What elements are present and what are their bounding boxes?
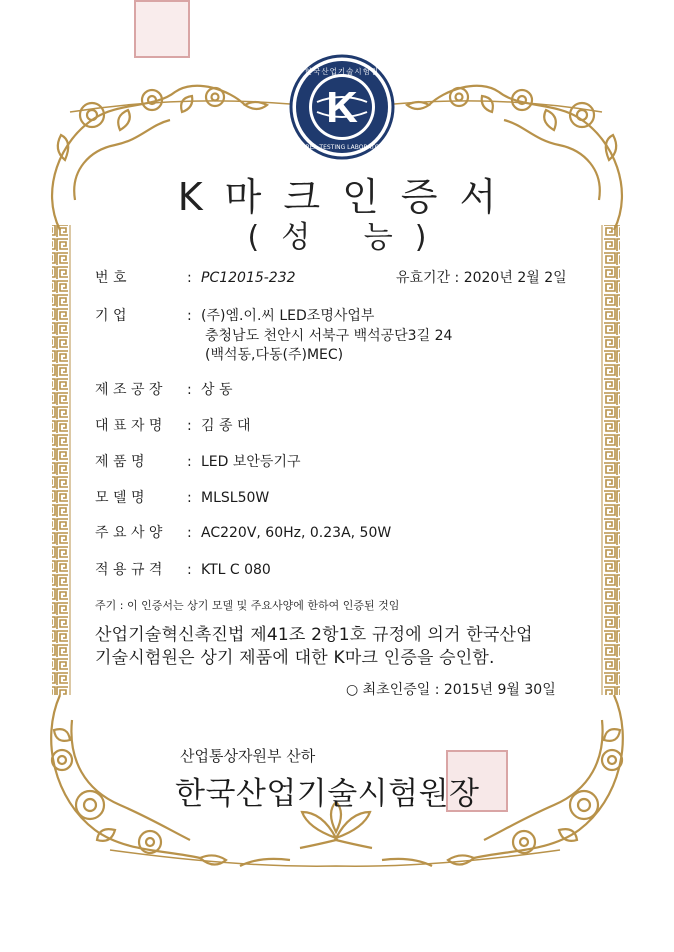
spec-label: 주 요 사 양 [95, 525, 163, 541]
model-row [95, 487, 269, 507]
separator: : [187, 418, 192, 434]
product-value: LED 보안등기구 [201, 454, 301, 470]
validity-date: 유효기간 : 2020년 2월 2일 [396, 270, 567, 286]
separator: : [187, 270, 192, 286]
factory-value: 상 동 [201, 382, 233, 398]
standard-value: KTL C 080 [201, 562, 271, 578]
spec-value: AC220V, 60Hz, 0.23A, 50W [201, 525, 392, 541]
ministry-affiliation: 산업통상자원부 산하 [180, 747, 316, 765]
product-row [95, 451, 301, 471]
standard-row [95, 559, 271, 579]
separator: : [187, 308, 192, 324]
separator: : [187, 525, 192, 541]
number-row [95, 267, 296, 287]
separator: : [187, 562, 192, 578]
factory-row [95, 379, 233, 399]
model-label: 모 델 명 [95, 490, 145, 506]
factory-label: 제 조 공 장 [95, 382, 163, 398]
first-certification-date: ○ 최초인증일 : 2015년 9월 30일 [346, 682, 556, 698]
separator: : [187, 454, 192, 470]
standard-label: 적 용 규 격 [95, 562, 163, 578]
svg-text:K: K [326, 83, 358, 132]
company-label: 기 업 [95, 308, 127, 324]
footnote: 주기 : 이 인증서는 상기 모델 및 주요사양에 한하여 인증된 것임 [95, 599, 400, 612]
number-label: 번 호 [95, 270, 127, 286]
ceo-value: 김 종 대 [201, 418, 251, 434]
company-row [95, 305, 374, 325]
company-address-line2: (백석동,다동(주)MEC) [205, 347, 344, 363]
issuer-name: 한국산업기술시험원장 [175, 776, 480, 812]
number-value: PC12015-232 [201, 270, 296, 286]
ktl-logo-icon [289, 54, 395, 160]
separator: : [187, 382, 192, 398]
stamp-mark-top [134, 0, 190, 58]
model-value: MLSL50W [201, 490, 270, 506]
svg-text:KOREA TESTING LABORATORY: KOREA TESTING LABORATORY [297, 144, 387, 151]
company-address-line1: 충청남도 천안시 서북구 백석공단3길 24 [205, 328, 453, 344]
statement-line-2: 기술시험원은 상기 제품에 대한 K마크 인증을 승인함. [95, 648, 495, 668]
certificate-subtitle: (성 능) [247, 220, 449, 255]
statement-line-1: 산업기술혁신촉진법 제41조 2항1호 규정에 의거 한국산업 [95, 625, 533, 645]
company-name: (주)엠.이.씨 LED조명사업부 [201, 308, 375, 324]
product-label: 제 품 명 [95, 454, 145, 470]
separator: : [187, 490, 192, 506]
ceo-row [95, 415, 250, 435]
certificate-title: K마크인증서 [177, 175, 519, 219]
svg-text:한국산업기술시험원: 한국산업기술시험원 [304, 67, 380, 76]
ceo-label: 대 표 자 명 [95, 418, 163, 434]
spec-row [95, 522, 391, 542]
